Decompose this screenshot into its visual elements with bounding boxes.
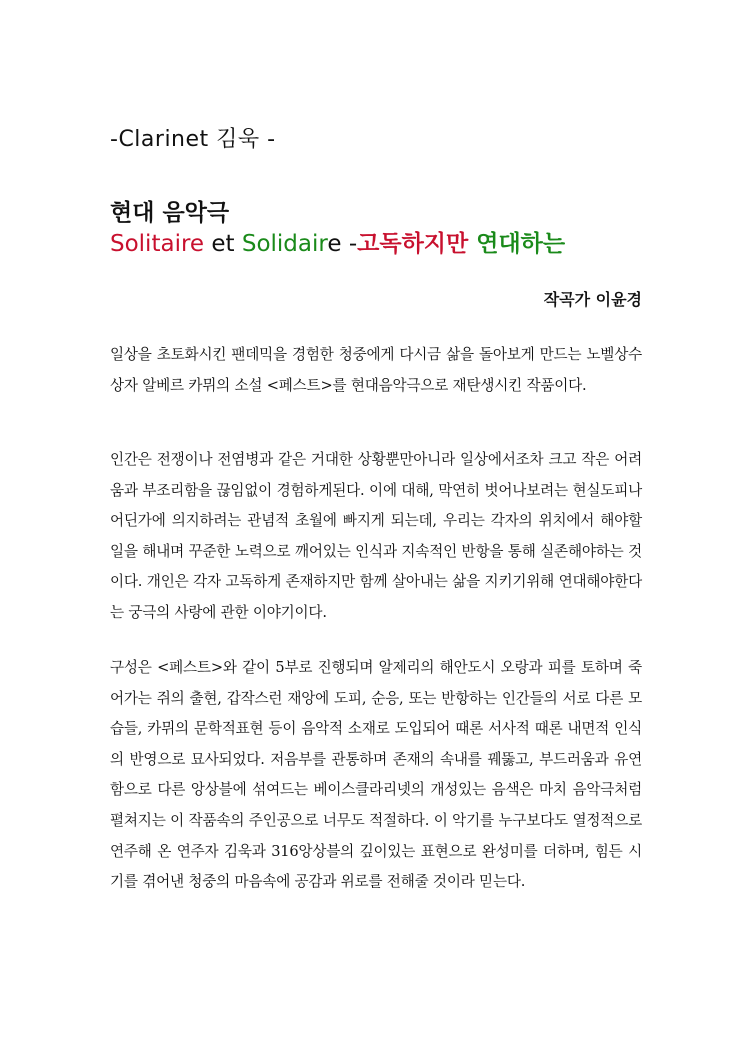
performer-line: -Clarinet 김욱 - [110, 127, 276, 152]
title-solidair: Solidair [241, 231, 328, 257]
title-korean-solitary: 고독하지만 [357, 231, 477, 257]
paragraph-structure: 구성은 <페스트>와 같이 5부로 진행되며 알제리의 해안도시 오랑과 피를 토하며 죽어가는 쥐의 출현, 갑작스런 재앙에 도피, 순응, 또는 반항하는 인간들의 서로 다른 모습들, 카뮈의 문학적표현 등이 음악적 소재로 도입되어 때론 서사적 때론 내면적 인식의 반영으로 묘사되었다. 저음부를 관통하며 존재의 속내를 꿰뚫고, 부드러움과 유연함으로 다른 앙상블에 섞여드는 베이스클라리넷의 개성있는 음색은 마치 음악극처럼 펼쳐지는 이 작품속의 주인공으로 너무도 적절하다. 이 악기를 누구보다도 열정적으로 연주해 온 연주자 김욱과 316앙상블의 깊이있는 표현으로 완성미를 더하며, 힘든 시기를 겪어낸 청중의 마음속에 공감과 위로를 전해줄 것이라 믿는다. [110, 659, 642, 891]
work-title [110, 225, 565, 258]
genre-heading: 현대 음악극 [110, 200, 230, 226]
title-dash: - [348, 231, 358, 257]
title-korean-solidary: 연대하는 [476, 231, 566, 257]
paragraph-intro: 일상을 초토화시킨 팬데믹을 경험한 청중에게 다시금 삶을 돌아보게 만드는 노벨상수상자 알베르 카뮈의 소설 <페스트>를 현대음악극으로 재탄생시킨 작품이다. [110, 346, 642, 394]
composer-credit: 작곡가 이윤경 [543, 290, 642, 309]
title-et: et [204, 231, 242, 257]
title-e: e [327, 231, 349, 257]
paragraph-theme: 인간은 전쟁이나 전염병과 같은 거대한 상황뿐만아니라 일상에서조차 크고 작은 어려움과 부조리함을 끊임없이 경험하게된다. 이에 대해, 막연히 벗어나보려는 현실도피나 어딘가에 의지하려는 관념적 초월에 빠지게 되는데, 우리는 각자의 위치에서 해야할 일을 해내며 꾸준한 노력으로 깨어있는 인식과 지속적인 반항을 통해 실존해야하는 것이다. 개인은 각자 고독하게 존재하지만 함께 살아내는 삶을 지키기위해 연대해야한다는 궁극의 사랑에 관한 이야기이다. [110, 451, 642, 621]
title-solitaire: Solitaire [110, 231, 205, 257]
